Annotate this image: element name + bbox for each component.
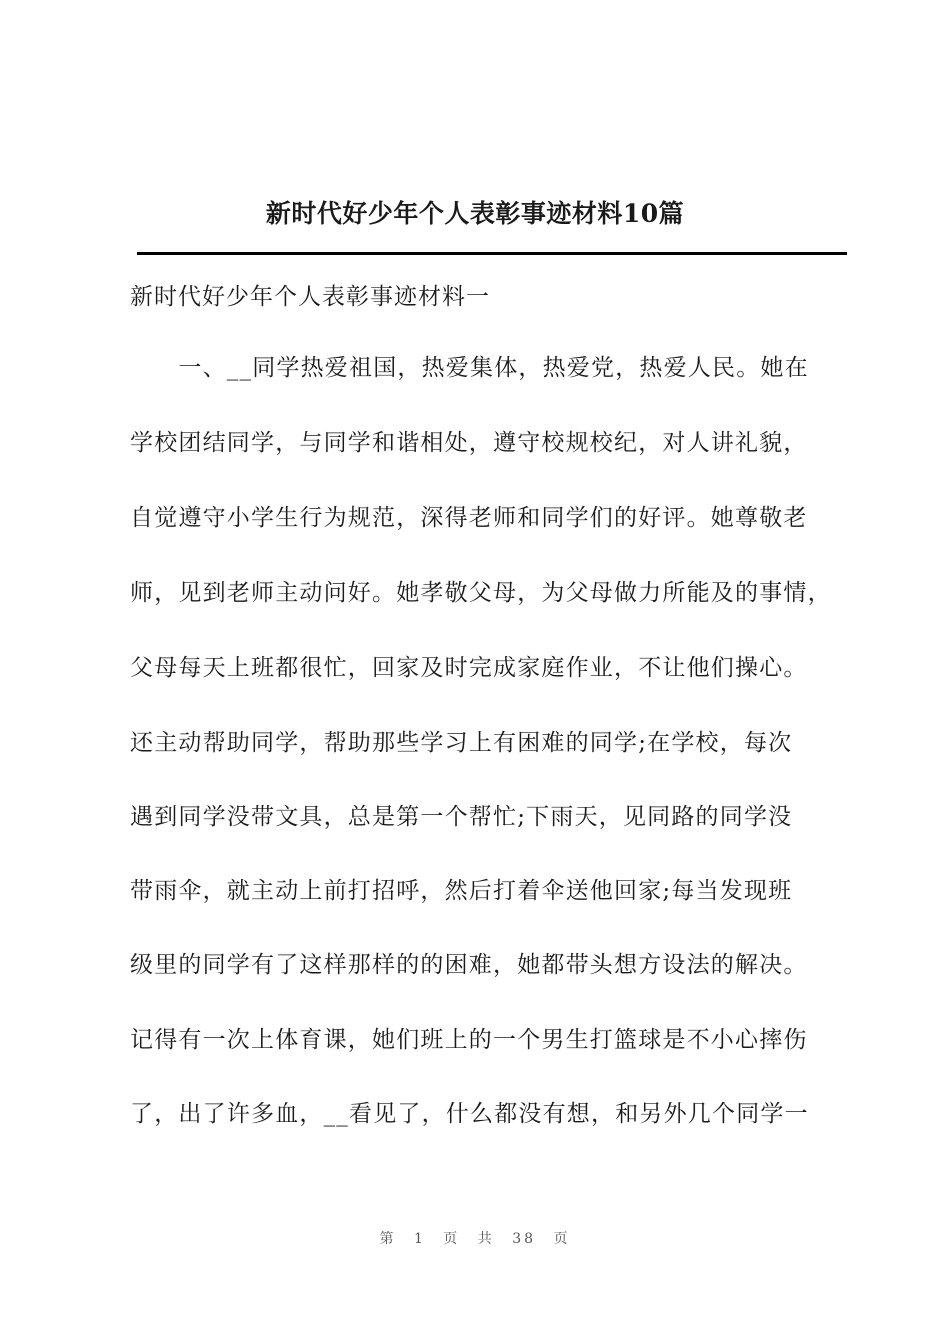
body-line: 父母每天上班都很忙，回家及时完成家庭作业，不让他们操心。 (130, 655, 808, 681)
body-line: 还主动帮助同学，帮助那些学习上有困难的同学;在学校，每次 (130, 730, 793, 756)
body-line: 记得有一次上体育课，她们班上的一个男生打篮球是不小心摔伤 (130, 1027, 808, 1053)
body-line: 一、__同学热爱祖国，热爱集体，热爱党，热爱人民。她在 (130, 355, 809, 381)
document-title: 新时代好少年个人表彰事迹材料10篇 (265, 199, 685, 228)
body-line: 自觉遵守小学生行为规范，深得老师和同学们的好评。她尊敬老 (130, 505, 808, 531)
body-line: 师，见到老师主动问好。她孝敬父母，为父母做力所能及的事情， (130, 580, 832, 606)
body-line: 带雨伞，就主动上前打招呼，然后打着伞送他回家;每当发现班 (130, 878, 793, 904)
section-heading: 新时代好少年个人表彰事迹材料一 (130, 284, 490, 310)
body-line: 学校团结同学，与同学和谐相处，遵守校规校纪，对人讲礼貌， (130, 430, 808, 456)
title-divider (137, 252, 847, 255)
body-line: 了，出了许多血，__看见了，什么都没有想，和另外几个同学一 (130, 1101, 809, 1127)
body-line: 级里的同学有了这样那样的的困难，她都带头想方设法的解决。 (130, 952, 808, 978)
page-number: 第 1 页 共 38 页 (379, 1231, 571, 1247)
body-line: 遇到同学没带文具，总是第一个帮忙;下雨天，见同路的同学没 (130, 804, 793, 830)
